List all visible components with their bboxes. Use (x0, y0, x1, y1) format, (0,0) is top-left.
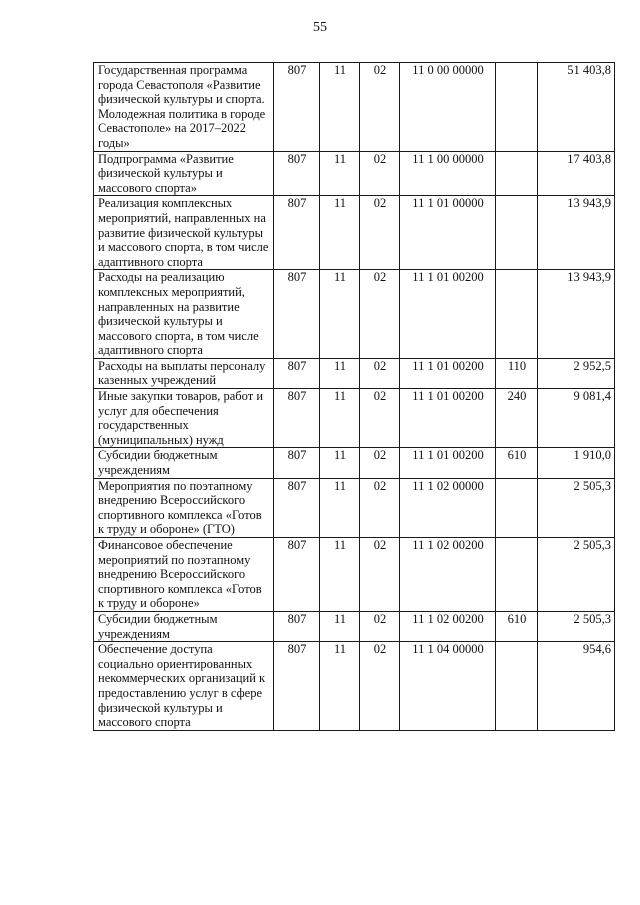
cell-expense-type (496, 478, 538, 537)
budget-table (93, 62, 615, 731)
cell-expense-type (496, 538, 538, 612)
cell-target-article: 11 1 01 00200 (400, 270, 496, 359)
table-row (94, 642, 615, 731)
cell-name: Расходы на выплаты персоналу казенных учреждений (94, 358, 274, 388)
cell-sum: 2 505,3 (538, 538, 615, 612)
cell-subsection: 02 (360, 448, 400, 478)
table-row (94, 63, 615, 152)
cell-department-code: 807 (274, 389, 320, 448)
table-row (94, 358, 615, 388)
cell-name: Государственная программа города Севастополя «Развитие физической культуры и спорта. Молодежная политика в городе Севастополе» на 2017–2022 годы» (94, 63, 274, 152)
cell-section: 11 (320, 642, 360, 731)
table-row (94, 389, 615, 448)
cell-name: Финансовое обеспечение мероприятий по поэтапному внедрению Всероссийского спортивного комплекса «Готов к труду и обороне» (94, 538, 274, 612)
cell-sum: 2 505,3 (538, 611, 615, 641)
cell-target-article: 11 1 04 00000 (400, 642, 496, 731)
cell-section: 11 (320, 63, 360, 152)
cell-subsection: 02 (360, 478, 400, 537)
cell-target-article: 11 1 01 00000 (400, 196, 496, 270)
table-row (94, 270, 615, 359)
cell-department-code: 807 (274, 642, 320, 731)
cell-name: Субсидии бюджетным учреждениям (94, 611, 274, 641)
cell-department-code: 807 (274, 478, 320, 537)
table-row (94, 196, 615, 270)
cell-target-article: 11 1 02 00200 (400, 538, 496, 612)
table-row (94, 611, 615, 641)
cell-section: 11 (320, 196, 360, 270)
cell-target-article: 11 1 01 00200 (400, 358, 496, 388)
cell-subsection: 02 (360, 151, 400, 196)
cell-section: 11 (320, 151, 360, 196)
cell-department-code: 807 (274, 538, 320, 612)
table-row (94, 151, 615, 196)
cell-sum: 51 403,8 (538, 63, 615, 152)
cell-sum: 13 943,9 (538, 270, 615, 359)
cell-sum: 9 081,4 (538, 389, 615, 448)
cell-section: 11 (320, 448, 360, 478)
cell-expense-type (496, 196, 538, 270)
cell-name: Иные закупки товаров, работ и услуг для обеспечения государственных (муниципальных) нужд (94, 389, 274, 448)
cell-expense-type: 110 (496, 358, 538, 388)
cell-name: Субсидии бюджетным учреждениям (94, 448, 274, 478)
cell-sum: 17 403,8 (538, 151, 615, 196)
cell-subsection: 02 (360, 389, 400, 448)
cell-name: Мероприятия по поэтапному внедрению Всероссийского спортивного комплекса «Готов к труду и обороне» (ГТО) (94, 478, 274, 537)
cell-expense-type (496, 270, 538, 359)
cell-subsection: 02 (360, 63, 400, 152)
cell-target-article: 11 1 00 00000 (400, 151, 496, 196)
cell-subsection: 02 (360, 270, 400, 359)
cell-target-article: 11 0 00 00000 (400, 63, 496, 152)
page-number: 55 (313, 20, 327, 35)
cell-section: 11 (320, 478, 360, 537)
cell-target-article: 11 1 02 00200 (400, 611, 496, 641)
cell-sum: 2 952,5 (538, 358, 615, 388)
cell-name: Реализация комплексных мероприятий, направленных на развитие физической культуры и массового спорта, в том числе адаптивного спорта (94, 196, 274, 270)
cell-subsection: 02 (360, 358, 400, 388)
cell-name: Подпрограмма «Развитие физической культуры и массового спорта» (94, 151, 274, 196)
cell-sum: 2 505,3 (538, 478, 615, 537)
cell-section: 11 (320, 358, 360, 388)
cell-department-code: 807 (274, 196, 320, 270)
cell-expense-type: 610 (496, 448, 538, 478)
cell-section: 11 (320, 270, 360, 359)
cell-subsection: 02 (360, 642, 400, 731)
cell-subsection: 02 (360, 611, 400, 641)
cell-sum: 954,6 (538, 642, 615, 731)
cell-section: 11 (320, 538, 360, 612)
budget-table-body (94, 63, 615, 731)
cell-expense-type (496, 642, 538, 731)
cell-department-code: 807 (274, 151, 320, 196)
cell-department-code: 807 (274, 611, 320, 641)
cell-name: Расходы на реализацию комплексных мероприятий, направленных на развитие физической культуры и массового спорта, в том числе адаптивного спорта (94, 270, 274, 359)
cell-sum: 1 910,0 (538, 448, 615, 478)
cell-target-article: 11 1 01 00200 (400, 389, 496, 448)
cell-name: Обеспечение доступа социально ориентированных некоммерческих организаций к предоставлению услуг в сфере физической культуры и массового спорта (94, 642, 274, 731)
cell-expense-type (496, 151, 538, 196)
cell-target-article: 11 1 01 00200 (400, 448, 496, 478)
cell-sum: 13 943,9 (538, 196, 615, 270)
cell-department-code: 807 (274, 63, 320, 152)
cell-expense-type: 610 (496, 611, 538, 641)
table-row (94, 478, 615, 537)
cell-expense-type: 240 (496, 389, 538, 448)
cell-subsection: 02 (360, 538, 400, 612)
cell-subsection: 02 (360, 196, 400, 270)
cell-department-code: 807 (274, 270, 320, 359)
cell-department-code: 807 (274, 448, 320, 478)
table-row (94, 538, 615, 612)
cell-section: 11 (320, 611, 360, 641)
table-row (94, 448, 615, 478)
cell-target-article: 11 1 02 00000 (400, 478, 496, 537)
cell-section: 11 (320, 389, 360, 448)
cell-expense-type (496, 63, 538, 152)
cell-department-code: 807 (274, 358, 320, 388)
